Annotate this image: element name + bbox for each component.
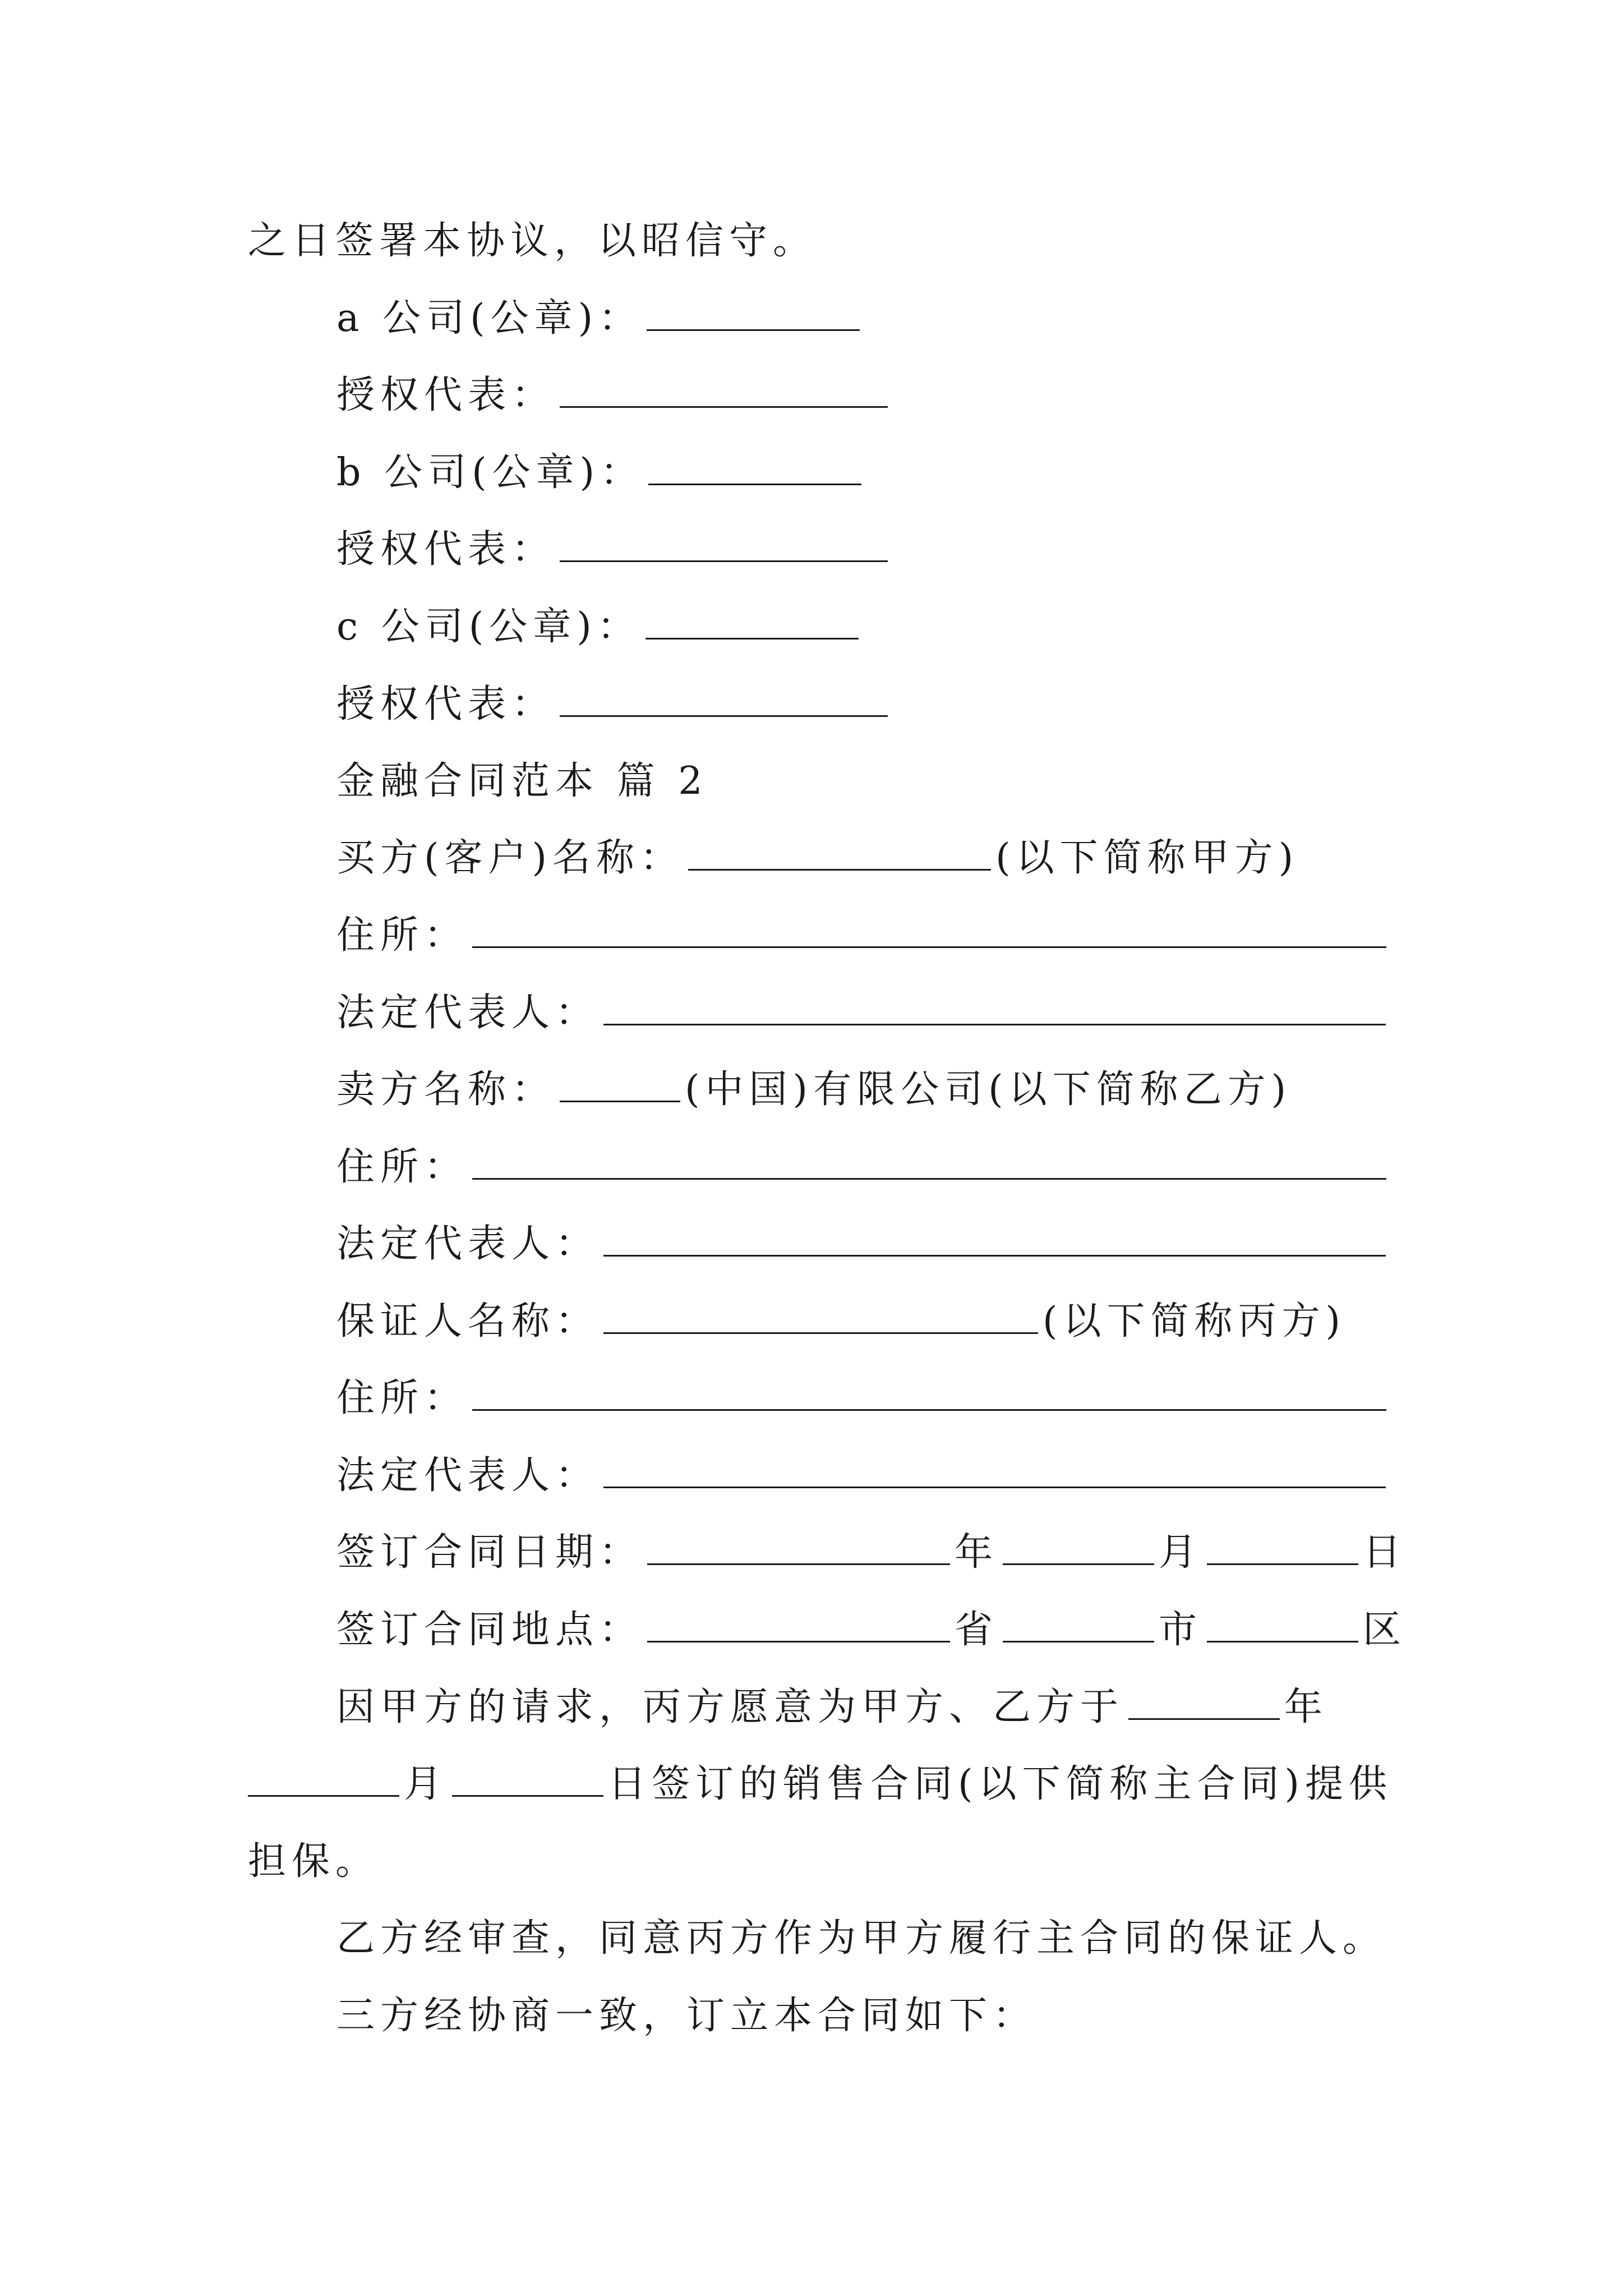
seller-name-line xyxy=(336,1052,1292,1128)
seller-name-label: 卖方名称： xyxy=(336,1068,556,1112)
buyer-legal-rep-line xyxy=(336,975,1390,1051)
section-title-text: 金融合同范本 篇 2 xyxy=(336,759,708,803)
seller-name-blank xyxy=(560,1067,680,1102)
paragraph3-line xyxy=(336,1978,1036,2054)
sign-date-month-unit: 月 xyxy=(1159,1530,1203,1575)
paragraph1-line2 xyxy=(248,1746,1393,1823)
company-c-rep-label: 授权代表： xyxy=(336,682,556,726)
guarantor-address-line xyxy=(336,1360,1391,1437)
seller-name-suffix: (中国)有限公司(以下简称乙方) xyxy=(685,1068,1292,1112)
sign-place-province-unit: 省 xyxy=(955,1608,999,1652)
guarantor-legal-rep-label: 法定代表人： xyxy=(336,1453,600,1498)
guarantor-legal-rep-line xyxy=(336,1438,1390,1514)
sign-date-label: 签订合同日期： xyxy=(336,1530,643,1575)
paragraph1-year-unit: 年 xyxy=(1284,1685,1329,1729)
paragraph1-text2: 日签订的销售合同(以下简称主合同)提供 xyxy=(608,1762,1393,1806)
company-c-seal-line xyxy=(336,589,863,665)
seller-address-line xyxy=(336,1129,1391,1205)
sign-place-province-blank xyxy=(647,1607,950,1642)
sign-place-city-unit: 市 xyxy=(1159,1608,1203,1652)
paragraph3-text: 三方经协商一致，订立本合同如下： xyxy=(336,1994,1037,2038)
closing-text: 之日签署本协议，以昭信守。 xyxy=(248,219,817,263)
buyer-name-blank xyxy=(688,835,991,871)
company-a-rep-blank xyxy=(560,372,888,408)
guarantor-address-blank xyxy=(472,1375,1386,1411)
seller-legal-rep-blank xyxy=(603,1221,1386,1257)
closing-line xyxy=(248,203,817,279)
sign-place-city-blank xyxy=(1003,1607,1154,1642)
seller-address-label: 住所： xyxy=(336,1145,468,1189)
company-c-rep-line xyxy=(336,666,892,743)
company-c-blank xyxy=(645,604,859,639)
seller-legal-rep-label: 法定代表人： xyxy=(336,1222,600,1266)
company-a-seal-line xyxy=(336,280,864,357)
buyer-name-line xyxy=(336,820,1299,896)
guarantor-legal-rep-blank xyxy=(603,1453,1386,1488)
company-b-rep-label: 授权代表： xyxy=(336,527,556,572)
buyer-legal-rep-label: 法定代表人： xyxy=(336,991,600,1035)
buyer-address-blank xyxy=(472,913,1386,948)
sign-date-day-unit: 日 xyxy=(1363,1530,1407,1575)
paragraph2-line xyxy=(336,1901,1386,1977)
paragraph1-line3 xyxy=(248,1824,379,1900)
paragraph1-text1: 因甲方的请求，丙方愿意为甲方、乙方于 xyxy=(336,1685,1124,1729)
company-c-rep-blank xyxy=(560,682,888,717)
sign-place-district-blank xyxy=(1207,1607,1358,1642)
sign-date-day-blank xyxy=(1207,1530,1358,1565)
company-b-rep-line xyxy=(336,512,892,588)
paragraph2-text: 乙方经审查，同意丙方作为甲方履行主合同的保证人。 xyxy=(336,1916,1387,1961)
guarantor-name-label: 保证人名称： xyxy=(336,1299,600,1343)
guarantor-name-suffix: (以下简称丙方) xyxy=(1043,1299,1347,1343)
section-title xyxy=(336,743,708,820)
company-b-blank xyxy=(648,450,861,485)
buyer-address-line xyxy=(336,898,1391,974)
company-c-label: c 公司(公章)： xyxy=(336,605,641,649)
company-a-rep-label: 授权代表： xyxy=(336,373,556,417)
company-a-rep-line xyxy=(336,357,892,434)
guarantor-name-line xyxy=(336,1283,1346,1360)
sign-date-line xyxy=(336,1515,1407,1591)
sign-date-year-unit: 年 xyxy=(955,1530,999,1575)
paragraph1-day-blank xyxy=(452,1761,603,1797)
sign-place-label: 签订合同地点： xyxy=(336,1608,643,1652)
buyer-legal-rep-blank xyxy=(603,990,1386,1025)
paragraph1-year-blank xyxy=(1128,1685,1280,1720)
guarantor-name-blank xyxy=(603,1299,1038,1334)
guarantor-address-label: 住所： xyxy=(336,1376,468,1420)
sign-place-line xyxy=(336,1592,1407,1668)
sign-place-district-unit: 区 xyxy=(1363,1608,1407,1652)
sign-date-year-blank xyxy=(647,1530,950,1565)
company-b-rep-blank xyxy=(560,527,888,562)
buyer-address-label: 住所： xyxy=(336,913,468,958)
buyer-name-suffix: (以下简称甲方) xyxy=(995,836,1299,880)
paragraph1-text3: 担保。 xyxy=(248,1839,380,1884)
company-a-label: a 公司(公章)： xyxy=(336,296,643,341)
paragraph1-month-blank xyxy=(248,1761,399,1797)
company-a-blank xyxy=(647,296,860,331)
seller-legal-rep-line xyxy=(336,1206,1390,1282)
paragraph1-line1 xyxy=(336,1669,1328,1746)
buyer-name-label: 买方(客户)名称： xyxy=(336,836,684,880)
company-b-label: b 公司(公章)： xyxy=(336,450,644,495)
sign-date-month-blank xyxy=(1003,1530,1154,1565)
paragraph1-month-unit: 月 xyxy=(404,1762,448,1806)
seller-address-blank xyxy=(472,1144,1386,1180)
company-b-seal-line xyxy=(336,435,866,511)
